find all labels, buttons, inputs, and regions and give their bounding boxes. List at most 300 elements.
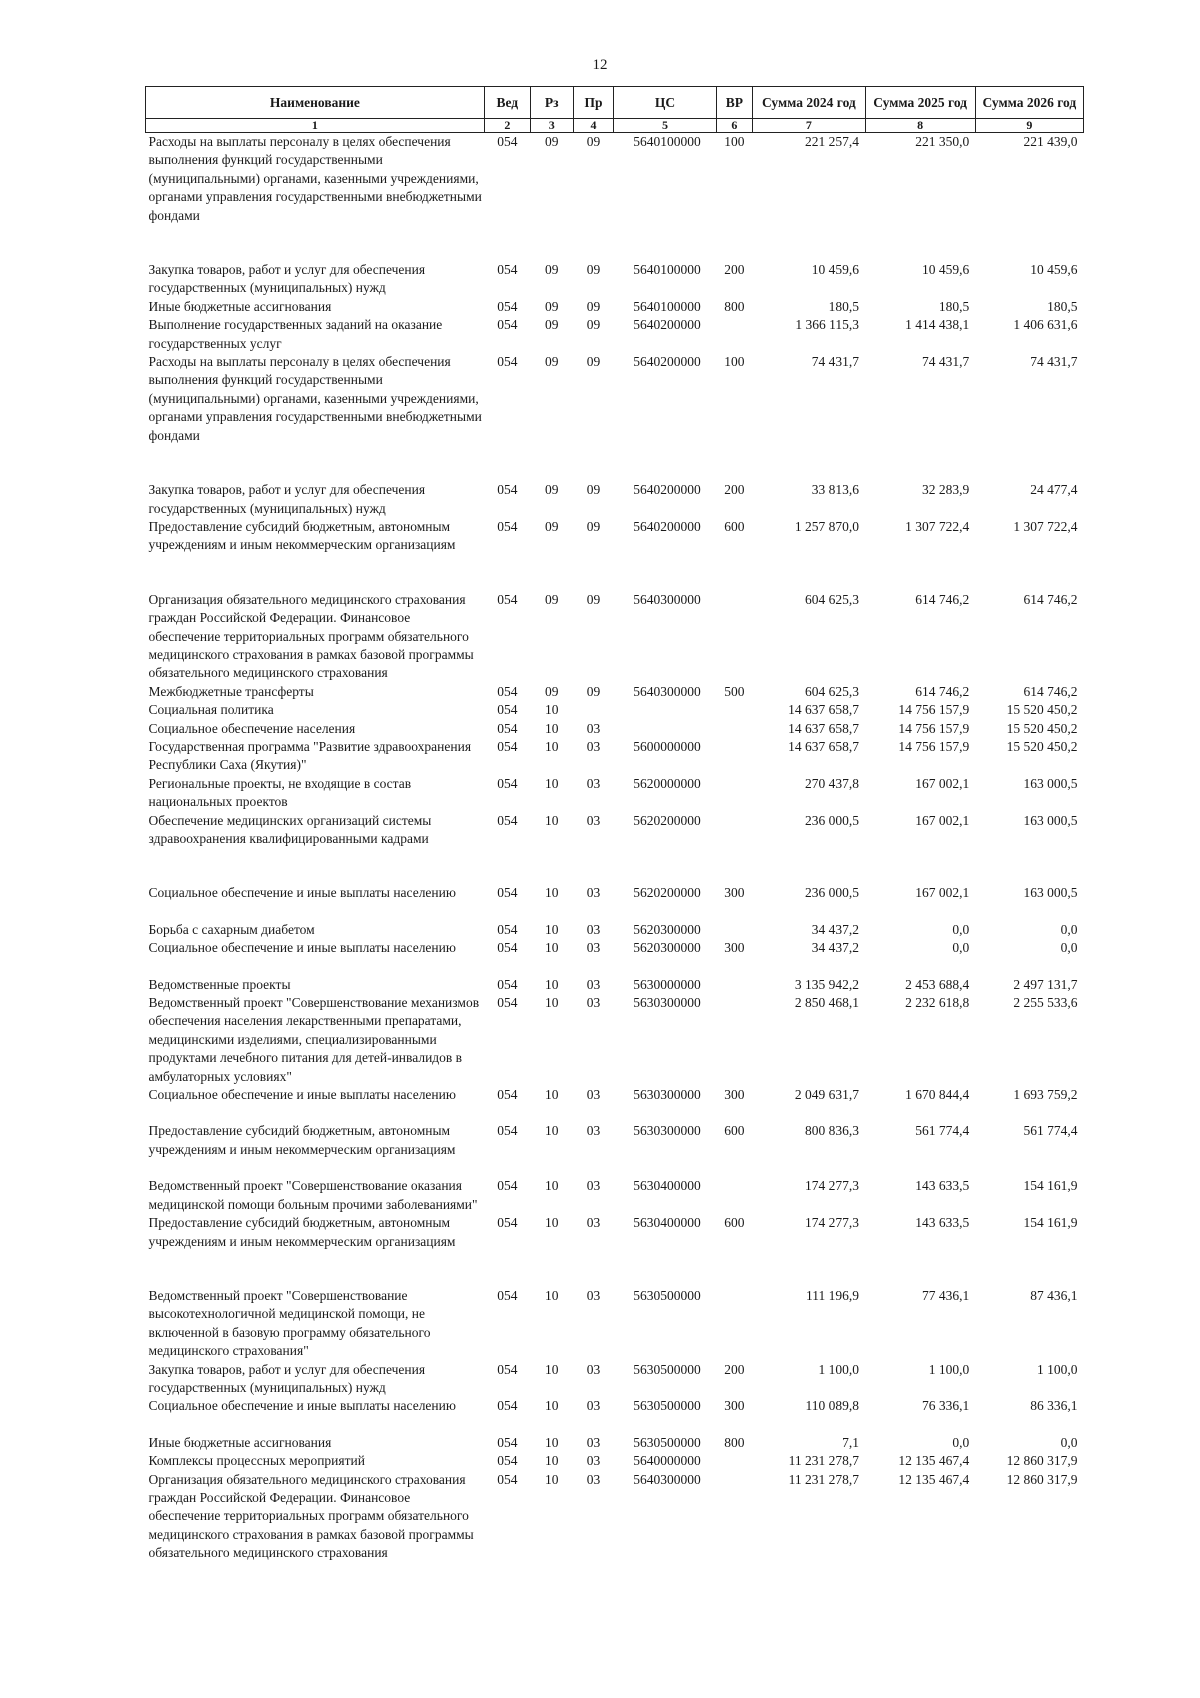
- column-number: 8: [865, 119, 975, 133]
- row-sum-2026: 154 161,9: [1023, 1178, 1078, 1194]
- row-cs: 5640100000: [633, 262, 701, 278]
- row-sum-2025: 167 002,1: [915, 812, 970, 828]
- header-rz: Рз: [530, 87, 573, 119]
- row-pr: 03: [586, 1471, 601, 1487]
- row-rz: 09: [544, 591, 559, 607]
- row-rz: 10: [544, 702, 559, 718]
- row-sum-2026: 561 774,4: [1023, 1123, 1078, 1139]
- row-sum-2024: 74 431,7: [811, 354, 860, 370]
- row-cs: 5640100000: [633, 298, 701, 314]
- row-cs: 5630400000: [633, 1215, 701, 1231]
- row-pr: 03: [586, 775, 601, 791]
- row-sum-2025: 77 436,1: [921, 1287, 970, 1303]
- row-pr: 03: [586, 1398, 601, 1414]
- row-sum-2024: 1 100,0: [818, 1361, 860, 1377]
- row-sum-2025: 167 002,1: [915, 885, 970, 901]
- row-vr: 200: [724, 1361, 745, 1377]
- row-vr: [716, 921, 753, 939]
- row-name: Иные бюджетные ассигнования: [148, 1434, 332, 1450]
- header-sum-2024: Сумма 2024 год: [753, 87, 865, 119]
- row-ved: 054: [497, 940, 518, 956]
- row-ved: 054: [497, 134, 518, 149]
- row-pr: 09: [586, 518, 601, 534]
- row-rz: 09: [544, 518, 559, 534]
- row-cs: 5630500000: [633, 1398, 701, 1414]
- row-name: Закупка товаров, работ и услуг для обеспечения государственных (муниципальных) нужд: [148, 262, 426, 296]
- table-row: [146, 921, 1084, 939]
- row-sum-2026: 0,0: [1060, 940, 1078, 956]
- row-spacer: [146, 1416, 1084, 1434]
- row-pr: 03: [586, 1215, 601, 1231]
- row-ved: 054: [497, 995, 518, 1011]
- table-row: [146, 133, 1084, 226]
- row-sum-2025: 561 774,4: [915, 1123, 970, 1139]
- budget-table-container: [145, 86, 1084, 1563]
- row-sum-2026: 163 000,5: [1023, 885, 1078, 901]
- row-vr: 800: [724, 1434, 745, 1450]
- row-vr: [716, 701, 753, 719]
- header-ved: Вед: [484, 87, 530, 119]
- row-sum-2025: 1 100,0: [928, 1361, 970, 1377]
- row-sum-2025: 143 633,5: [915, 1215, 970, 1231]
- row-cs: 5620000000: [633, 775, 701, 791]
- row-ved: 054: [497, 518, 518, 534]
- row-sum-2024: 11 231 278,7: [788, 1471, 860, 1487]
- row-name: Выполнение государственных заданий на оказание государственных услуг: [148, 317, 443, 351]
- row-sum-2024: 1 366 115,3: [795, 317, 860, 333]
- row-rz: 10: [544, 995, 559, 1011]
- row-sum-2026: 15 520 450,2: [1006, 738, 1078, 754]
- row-name: Ведомственный проект "Совершенствование оказания медицинской помощи больным прочими заболеваниями": [148, 1178, 478, 1212]
- row-vr: 200: [724, 262, 745, 278]
- row-sum-2024: 221 257,4: [805, 134, 860, 149]
- row-cs: 5630400000: [633, 1178, 701, 1194]
- row-cs: 5630500000: [633, 1361, 701, 1377]
- row-vr: [716, 775, 753, 812]
- row-ved: 054: [497, 1123, 518, 1139]
- row-rz: 10: [544, 720, 559, 736]
- row-rz: 09: [544, 482, 559, 498]
- row-vr: 300: [724, 1398, 745, 1414]
- column-number: 1: [146, 119, 485, 133]
- row-sum-2024: 11 231 278,7: [788, 1453, 860, 1469]
- row-sum-2026: 1 100,0: [1037, 1361, 1078, 1377]
- row-sum-2024: 270 437,8: [805, 775, 860, 791]
- row-rz: 10: [544, 738, 559, 754]
- row-sum-2026: 2 497 131,7: [1013, 976, 1078, 992]
- table-row: [146, 261, 1084, 298]
- row-rz: 10: [544, 976, 559, 992]
- table-row: [146, 683, 1084, 701]
- row-name: Государственная программа "Развитие здравоохранения Республики Саха (Якутия)": [148, 738, 472, 773]
- row-name: Ведомственный проект "Совершенствование высокотехнологичной медицинской помощи, не включенной в базовую программу обязательного медицинского страхования": [148, 1287, 431, 1359]
- row-rz: 09: [544, 317, 559, 333]
- row-rz: 10: [544, 812, 559, 828]
- table-row: [146, 591, 1084, 683]
- row-name: Организация обязательного медицинского страхования граждан Российской Федерации. Финансовое обеспечение территориальных программ обязательного медицинского страхования в рамках базовой программы обязательного медицинского страхования: [148, 1471, 474, 1561]
- row-ved: 054: [497, 591, 518, 607]
- row-sum-2026: 1 693 759,2: [1013, 1087, 1078, 1103]
- row-pr: 09: [586, 262, 601, 278]
- row-pr: 09: [586, 134, 601, 149]
- row-pr: 03: [586, 1087, 601, 1103]
- table-row: [146, 976, 1084, 994]
- table-row: [146, 1471, 1084, 1563]
- row-cs: 5640300000: [633, 683, 701, 699]
- row-name: Закупка товаров, работ и услуг для обеспечения государственных (муниципальных) нужд: [148, 1361, 426, 1395]
- row-vr: [716, 1287, 753, 1361]
- row-cs: [614, 701, 716, 719]
- table-row: [146, 1086, 1084, 1104]
- column-number: 4: [573, 119, 614, 133]
- row-spacer: [146, 848, 1084, 884]
- header-name: Наименование: [146, 87, 485, 119]
- row-vr: 200: [724, 482, 745, 498]
- row-vr: [716, 316, 753, 353]
- row-sum-2024: 236 000,5: [805, 812, 860, 828]
- row-rz: 10: [544, 1123, 559, 1139]
- row-sum-2025: 74 431,7: [921, 354, 970, 370]
- row-name: Социальное обеспечение и иные выплаты населению: [148, 1087, 456, 1103]
- row-sum-2026: 74 431,7: [1030, 354, 1078, 370]
- row-cs: [614, 720, 716, 738]
- row-rz: 10: [544, 1287, 559, 1303]
- row-sum-2024: 10 459,6: [811, 262, 860, 278]
- table-row: [146, 298, 1084, 316]
- row-pr: 03: [586, 885, 601, 901]
- row-vr: 600: [724, 518, 745, 534]
- row-sum-2026: 0,0: [1060, 921, 1078, 937]
- row-cs: 5630000000: [633, 976, 701, 992]
- table-header: [146, 87, 1084, 133]
- row-name: Социальное обеспечение и иные выплаты населению: [148, 1398, 456, 1414]
- row-sum-2025: 167 002,1: [915, 775, 970, 791]
- row-ved: 054: [497, 738, 518, 754]
- row-pr: [573, 701, 614, 719]
- table-row: [146, 1434, 1084, 1452]
- row-sum-2026: 221 439,0: [1023, 134, 1078, 149]
- row-sum-2024: 604 625,3: [805, 683, 860, 699]
- row-pr: 09: [586, 317, 601, 333]
- row-sum-2026: 15 520 450,2: [1006, 702, 1078, 718]
- row-sum-2025: 12 135 467,4: [898, 1471, 970, 1487]
- row-pr: 03: [586, 995, 601, 1011]
- row-ved: 054: [497, 1471, 518, 1487]
- row-rz: 10: [544, 775, 559, 791]
- table-row: [146, 720, 1084, 738]
- table-row: [146, 738, 1084, 775]
- row-sum-2024: 3 135 942,2: [794, 976, 860, 992]
- row-name: Обеспечение медицинских организаций системы здравоохранения квалифицированными кадрами: [148, 812, 432, 846]
- row-cs: 5620200000: [633, 812, 701, 828]
- row-sum-2025: 0,0: [952, 921, 970, 937]
- row-rz: 10: [544, 885, 559, 901]
- row-rz: 10: [544, 921, 559, 937]
- row-sum-2024: 236 000,5: [805, 885, 860, 901]
- row-sum-2026: 15 520 450,2: [1006, 720, 1078, 736]
- row-sum-2024: 33 813,6: [811, 482, 860, 498]
- column-number: 6: [716, 119, 753, 133]
- row-sum-2024: 14 637 658,7: [788, 702, 860, 718]
- row-sum-2025: 14 756 157,9: [898, 738, 970, 754]
- row-sum-2025: 221 350,0: [915, 134, 970, 149]
- row-ved: 054: [497, 482, 518, 498]
- table-row: [146, 1452, 1084, 1470]
- row-sum-2024: 34 437,2: [811, 940, 860, 956]
- row-rz: 10: [544, 1453, 559, 1469]
- row-pr: 03: [586, 1123, 601, 1139]
- row-pr: 03: [586, 1453, 601, 1469]
- row-rz: 10: [544, 1215, 559, 1231]
- row-pr: 09: [586, 482, 601, 498]
- row-sum-2025: 76 336,1: [921, 1398, 970, 1414]
- row-sum-2024: 800 836,3: [805, 1123, 860, 1139]
- row-cs: 5640200000: [633, 354, 701, 370]
- table-row: [146, 1287, 1084, 1361]
- row-name: Предоставление субсидий бюджетным, автономным учреждениям и иным некоммерческим организациям: [148, 518, 456, 553]
- row-pr: 03: [586, 976, 601, 992]
- row-ved: 054: [497, 1087, 518, 1103]
- row-vr: 100: [724, 354, 745, 370]
- row-spacer: [146, 958, 1084, 976]
- row-ved: 054: [497, 720, 518, 736]
- row-sum-2024: 1 257 870,0: [794, 518, 860, 534]
- row-vr: [716, 812, 753, 849]
- row-ved: 054: [497, 262, 518, 278]
- row-sum-2024: 2 049 631,7: [794, 1087, 860, 1103]
- row-vr: 300: [724, 940, 745, 956]
- row-sum-2026: 12 860 317,9: [1006, 1471, 1078, 1487]
- table-row: [146, 701, 1084, 719]
- row-sum-2026: 163 000,5: [1023, 812, 1078, 828]
- row-vr: [716, 1452, 753, 1470]
- column-number: 9: [975, 119, 1083, 133]
- row-ved: 054: [497, 976, 518, 992]
- row-sum-2025: 2 232 618,8: [905, 995, 970, 1011]
- row-sum-2025: 1 307 722,4: [905, 518, 970, 534]
- table-row: [146, 353, 1084, 445]
- row-sum-2026: 1 406 631,6: [1013, 317, 1078, 333]
- row-ved: 054: [497, 1287, 518, 1303]
- column-number: 7: [753, 119, 865, 133]
- table-row: [146, 1397, 1084, 1415]
- row-name: Закупка товаров, работ и услуг для обеспечения государственных (муниципальных) нужд: [148, 482, 426, 516]
- row-name: Социальное обеспечение населения: [148, 720, 356, 736]
- table-row: [146, 1177, 1084, 1214]
- row-vr: [716, 994, 753, 1086]
- row-name: Ведомственный проект "Совершенствование механизмов обеспечения населения лекарственными препаратами, медицинскими изделиями, специализированными продуктами лечебного питания для детей-инвалидов в амбулаторных условиях": [148, 995, 480, 1084]
- row-sum-2025: 143 633,5: [915, 1178, 970, 1194]
- row-ved: 054: [497, 683, 518, 699]
- row-sum-2025: 0,0: [952, 940, 970, 956]
- row-sum-2026: 10 459,6: [1030, 262, 1078, 278]
- header-vr: ВР: [716, 87, 753, 119]
- row-sum-2025: 1 414 438,1: [905, 317, 970, 333]
- row-vr: [716, 591, 753, 683]
- row-rz: 09: [544, 134, 559, 149]
- column-number: 2: [484, 119, 530, 133]
- row-sum-2025: 14 756 157,9: [898, 702, 970, 718]
- row-name: Ведомственные проекты: [148, 976, 291, 992]
- row-spacer: [146, 225, 1084, 261]
- row-name: Социальное обеспечение и иные выплаты населению: [148, 885, 456, 901]
- row-sum-2024: 174 277,3: [805, 1178, 860, 1194]
- row-cs: 5640300000: [633, 1471, 701, 1487]
- row-sum-2026: 1 307 722,4: [1013, 518, 1078, 534]
- row-sum-2026: 614 746,2: [1023, 683, 1078, 699]
- row-sum-2025: 14 756 157,9: [898, 720, 970, 736]
- row-pr: 03: [586, 720, 601, 736]
- row-sum-2025: 2 453 688,4: [905, 976, 970, 992]
- row-sum-2024: 7,1: [842, 1434, 860, 1450]
- table-row: [146, 316, 1084, 353]
- row-ved: 054: [497, 1215, 518, 1231]
- row-sum-2025: 1 670 844,4: [905, 1087, 970, 1103]
- row-cs: 5630500000: [633, 1434, 701, 1450]
- row-vr: 500: [724, 683, 745, 699]
- row-sum-2024: 34 437,2: [811, 921, 860, 937]
- row-ved: 054: [497, 1453, 518, 1469]
- row-cs: 5640000000: [633, 1453, 701, 1469]
- row-rz: 10: [544, 1178, 559, 1194]
- row-ved: 054: [497, 812, 518, 828]
- row-ved: 054: [497, 354, 518, 370]
- table-row: [146, 775, 1084, 812]
- row-sum-2026: 24 477,4: [1030, 482, 1078, 498]
- row-ved: 054: [497, 702, 518, 718]
- table-row: [146, 994, 1084, 1086]
- row-cs: 5600000000: [633, 738, 701, 754]
- row-sum-2024: 604 625,3: [805, 591, 860, 607]
- header-sum-2025: Сумма 2025 год: [865, 87, 975, 119]
- row-name: Социальная политика: [148, 702, 274, 718]
- row-name: Иные бюджетные ассигнования: [148, 298, 332, 314]
- row-pr: 09: [586, 298, 601, 314]
- column-number: 3: [530, 119, 573, 133]
- row-name: Межбюджетные трансферты: [148, 683, 314, 699]
- row-name: Расходы на выплаты персоналу в целях обеспечения выполнения функций государственными (муниципальными) органами, казенными учреждениями, органами управления государственными внебюджетными фондами: [148, 134, 482, 223]
- row-vr: 600: [724, 1215, 745, 1231]
- table-row: [146, 518, 1084, 555]
- row-cs: 5640200000: [633, 317, 701, 333]
- row-pr: 03: [586, 1434, 601, 1450]
- row-sum-2024: 111 196,9: [806, 1287, 860, 1303]
- row-cs: 5640300000: [633, 591, 701, 607]
- row-pr: 03: [586, 738, 601, 754]
- row-name: Предоставление субсидий бюджетным, автономным учреждениям и иным некоммерческим организациям: [148, 1215, 456, 1249]
- row-vr: 300: [724, 1087, 745, 1103]
- row-ved: 054: [497, 317, 518, 333]
- row-vr: [716, 976, 753, 994]
- row-sum-2026: 86 336,1: [1030, 1398, 1078, 1414]
- row-sum-2026: 12 860 317,9: [1006, 1453, 1078, 1469]
- row-ved: 054: [497, 775, 518, 791]
- row-vr: [716, 738, 753, 775]
- row-pr: 09: [586, 354, 601, 370]
- row-pr: 03: [586, 812, 601, 828]
- row-pr: 03: [586, 940, 601, 956]
- table-body: [146, 133, 1084, 1563]
- row-cs: 5640200000: [633, 482, 701, 498]
- header-pr: Пр: [573, 87, 614, 119]
- row-sum-2025: 614 746,2: [915, 591, 970, 607]
- row-sum-2025: 0,0: [952, 1434, 970, 1450]
- row-cs: 5630300000: [633, 995, 701, 1011]
- column-number: 5: [614, 119, 716, 133]
- row-rz: 10: [544, 1361, 559, 1377]
- row-spacer: [146, 1104, 1084, 1122]
- table-row: [146, 481, 1084, 518]
- row-sum-2026: 87 436,1: [1030, 1287, 1078, 1303]
- row-rz: 09: [544, 298, 559, 314]
- page-number: 12: [592, 57, 608, 73]
- row-sum-2025: 10 459,6: [921, 262, 970, 278]
- table-row: [146, 939, 1084, 957]
- row-rz: 09: [544, 262, 559, 278]
- row-cs: 5630300000: [633, 1123, 701, 1139]
- table-row: [146, 1122, 1084, 1159]
- row-rz: 09: [544, 683, 559, 699]
- row-sum-2024: 14 637 658,7: [788, 720, 860, 736]
- row-spacer: [146, 903, 1084, 921]
- row-ved: 054: [497, 1178, 518, 1194]
- row-pr: 09: [586, 683, 601, 699]
- row-name: Расходы на выплаты персоналу в целях обеспечения выполнения функций государственными (муниципальными) органами, казенными учреждениями, органами управления государственными внебюджетными фондами: [148, 354, 482, 443]
- row-name: Социальное обеспечение и иные выплаты населению: [148, 940, 456, 956]
- row-rz: 10: [544, 1087, 559, 1103]
- row-ved: 054: [497, 1398, 518, 1414]
- row-cs: 5630500000: [633, 1287, 701, 1303]
- row-sum-2025: 180,5: [938, 298, 970, 314]
- row-vr: [716, 1471, 753, 1563]
- row-ved: 054: [497, 1361, 518, 1377]
- row-cs: 5630300000: [633, 1087, 701, 1103]
- row-name: Борьба с сахарным диабетом: [148, 921, 315, 937]
- row-vr: 300: [724, 885, 745, 901]
- row-sum-2025: 32 283,9: [921, 482, 970, 498]
- row-sum-2025: 614 746,2: [915, 683, 970, 699]
- row-cs: 5640100000: [633, 134, 701, 149]
- row-name: Предоставление субсидий бюджетным, автономным учреждениям и иным некоммерческим организациям: [148, 1123, 456, 1157]
- row-name: Региональные проекты, не входящие в состав национальных проектов: [148, 775, 412, 810]
- row-sum-2024: 14 637 658,7: [788, 738, 860, 754]
- row-vr: [716, 720, 753, 738]
- row-spacer: [146, 445, 1084, 481]
- budget-table: [145, 86, 1084, 1563]
- row-pr: 03: [586, 1361, 601, 1377]
- row-spacer: [146, 1251, 1084, 1287]
- row-sum-2026: 154 161,9: [1023, 1215, 1078, 1231]
- row-name: Комплексы процессных мероприятий: [148, 1453, 365, 1469]
- row-rz: 10: [544, 1471, 559, 1487]
- row-sum-2026: 0,0: [1060, 1434, 1078, 1450]
- row-pr: 03: [586, 1178, 601, 1194]
- row-ved: 054: [497, 298, 518, 314]
- row-sum-2024: 180,5: [828, 298, 860, 314]
- row-rz: 10: [544, 940, 559, 956]
- row-cs: 5620300000: [633, 940, 701, 956]
- row-sum-2025: 12 135 467,4: [898, 1453, 970, 1469]
- header-sum-2026: Сумма 2026 год: [975, 87, 1083, 119]
- row-pr: 03: [586, 921, 601, 937]
- row-rz: 10: [544, 1434, 559, 1450]
- row-cs: 5620200000: [633, 885, 701, 901]
- row-name: Организация обязательного медицинского страхования граждан Российской Федерации. Финансовое обеспечение территориальных программ обязательного медицинского страхования в рамках базовой программы обязательного медицинского страхования: [148, 591, 474, 681]
- row-sum-2026: 2 255 533,6: [1013, 995, 1078, 1011]
- row-sum-2026: 614 746,2: [1023, 591, 1078, 607]
- row-sum-2024: 2 850 468,1: [794, 995, 860, 1011]
- row-pr: 09: [586, 591, 601, 607]
